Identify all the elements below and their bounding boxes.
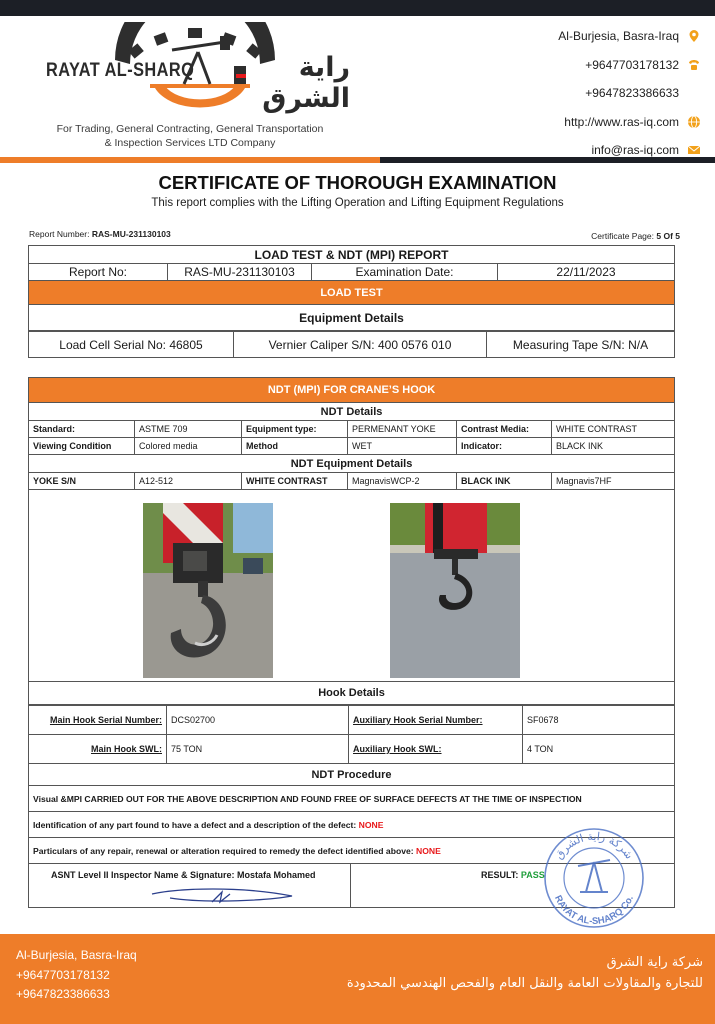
divider-dark: [380, 157, 715, 163]
company-stamp: [542, 826, 646, 930]
ndt-table: [28, 377, 675, 705]
equipment-type-label: Equipment type:: [242, 421, 348, 438]
procedure-line-2-label: Identification of any part found to have a defect and a description of the defect:: [33, 819, 357, 830]
viewing-condition-value: Colored media: [135, 438, 242, 455]
aux-hook-swl-value: 4 TON: [523, 735, 675, 764]
equipment-type-value: PERMENANT YOKE: [348, 421, 457, 438]
ndt-procedure-title: NDT Procedure: [29, 764, 675, 786]
company-name-ar: راية الشرق: [262, 52, 350, 114]
white-contrast-label: WHITE CONTRAST: [242, 473, 348, 490]
contact-phone-2-text[interactable]: +9647823386633: [585, 86, 679, 101]
footer-arabic-company: [347, 952, 703, 994]
tagline-line-1: For Trading, General Contracting, General Transportation: [56, 123, 324, 135]
footer-phone-1[interactable]: +9647703178132: [16, 967, 110, 982]
main-hook-photo: [143, 503, 273, 678]
auxiliary-hook-photo: [390, 503, 520, 678]
contact-phone-2[interactable]: [461, 79, 701, 108]
indicator-value: BLACK INK: [552, 438, 675, 455]
vernier-caliper-serial: Vernier Caliper S/N: 400 0576 010: [234, 332, 487, 358]
globe-icon: [687, 115, 701, 129]
exam-date-value: 22/11/2023: [498, 264, 675, 281]
report-number-value: RAS-MU-231130103: [91, 229, 171, 239]
procedure-line-3-label: Particulars of any repair, renewal or alteration required to remedy the defect identified above:: [33, 845, 414, 856]
main-hook-serial-label: Main Hook Serial Number:: [29, 706, 167, 735]
report-no-value: RAS-MU-231130103: [168, 264, 312, 281]
inspector-signature-cell: ASNT Level II Inspector Name & Signature: Mostafa Mohamed: [29, 864, 351, 908]
main-hook-swl-label: Main Hook SWL:: [29, 735, 167, 764]
measuring-tape-serial: Measuring Tape S/N: N/A: [487, 332, 675, 358]
aux-hook-swl-label: Auxiliary Hook SWL:: [349, 735, 523, 764]
hook-details-title: Hook Details: [29, 682, 675, 705]
contact-website-text[interactable]: http://www.ras-iq.com: [564, 114, 679, 129]
company-name-en: RAYAT AL-SHARQ: [46, 60, 195, 81]
aux-hook-serial-value: SF0678: [523, 706, 675, 735]
hook-photos-cell: [29, 490, 675, 682]
viewing-condition-label: Viewing Condition: [29, 438, 135, 455]
method-value: WET: [348, 438, 457, 455]
contact-email-text[interactable]: info@ras-iq.com: [591, 143, 679, 158]
defect-value: NONE: [358, 819, 384, 830]
footer-arabic-line-2: للتجارة والمقاولات العامة والنقل العام والفحص الهندسي المحدودة: [346, 976, 703, 991]
contact-address-text: Al-Burjesia, Basra-Iraq: [558, 29, 679, 44]
top-bar: [0, 0, 715, 16]
hook-details-table: [28, 705, 675, 764]
tagline-line-2: & Inspection Services LTD Company: [104, 137, 276, 149]
ndt-equipment-details-title: NDT Equipment Details: [29, 455, 675, 473]
report-number: [29, 229, 171, 239]
phone-icon: [687, 58, 701, 72]
main-hook-serial-value: DCS02700: [167, 706, 349, 735]
equipment-details-title: Equipment Details: [29, 305, 675, 331]
method-label: Method: [242, 438, 348, 455]
result-label: RESULT:: [481, 870, 519, 880]
contact-block: [461, 22, 701, 165]
footer-arabic-line-1: شركة راية الشرق: [606, 955, 703, 970]
repair-value: NONE: [416, 845, 441, 856]
certificate-title: CERTIFICATE OF THOROUGH EXAMINATION: [158, 172, 557, 193]
contact-phone-1-text[interactable]: +9647703178132: [585, 57, 679, 72]
company-logo: [40, 22, 350, 152]
header-divider: [0, 157, 715, 163]
yoke-sn-value: A12-512: [135, 473, 242, 490]
report-no-label: Report No:: [29, 264, 168, 281]
indicator-label: Indicator:: [457, 438, 552, 455]
standard-label: Standard:: [29, 421, 135, 438]
footer-contact: [16, 946, 137, 1005]
report-number-label: Report Number:: [29, 229, 90, 239]
main-hook-swl-value: 75 TON: [167, 735, 349, 764]
divider-orange: [0, 157, 380, 163]
white-contrast-value: MagnavisWCP-2: [348, 473, 457, 490]
ndt-details-title: NDT Details: [29, 403, 675, 421]
contact-phone-1[interactable]: [461, 51, 701, 80]
black-ink-label: BLACK INK: [457, 473, 552, 490]
contrast-media-value: WHITE CONTRAST: [552, 421, 675, 438]
aux-hook-serial-label: Auxiliary Hook Serial Number:: [349, 706, 523, 735]
ndt-section-header: NDT (MPI) FOR CRANE’S HOOK: [29, 378, 675, 403]
certificate-page-value: 5 Of 5: [656, 231, 680, 241]
yoke-sn-label: YOKE S/N: [29, 473, 135, 490]
result-value: PASS: [520, 870, 545, 880]
footer-phone-2[interactable]: +9647823386633: [16, 987, 110, 1001]
load-test-table: [28, 245, 675, 331]
phone-icon: [687, 86, 701, 100]
equipment-serials-table: [28, 331, 675, 358]
company-tagline: [40, 122, 340, 150]
standard-value: ASTME 709: [135, 421, 242, 438]
location-pin-icon: [687, 29, 701, 43]
load-test-report-title: LOAD TEST & NDT (MPI) REPORT: [29, 246, 675, 264]
inspector-signature: [150, 880, 300, 908]
footer-address: Al-Burjesia, Basra-Iraq: [16, 948, 137, 962]
envelope-icon: [687, 143, 701, 157]
certificate-page: [591, 231, 680, 241]
footer: [0, 934, 715, 1024]
certificate-subtitle: This report complies with the Lifting Operation and Lifting Equipment Regulations: [151, 197, 564, 209]
contact-website[interactable]: [461, 108, 701, 137]
black-ink-value: Magnavis7HF: [552, 473, 675, 490]
load-test-section-header: LOAD TEST: [29, 281, 675, 305]
procedure-line-1: Visual &MPI CARRIED OUT FOR THE ABOVE DESCRIPTION AND FOUND FREE OF SURFACE DEFECTS AT THE TIME OF INSPECTION: [29, 786, 675, 812]
contact-address: [461, 22, 701, 51]
stamp-text-english: RAYAT AL-SHARQ Co.: [551, 893, 636, 928]
load-cell-serial: Load Cell Serial No: 46805: [29, 332, 234, 358]
certificate-page-label: Certificate Page:: [591, 231, 654, 241]
contrast-media-label: Contrast Media:: [457, 421, 552, 438]
exam-date-label: Examination Date:: [312, 264, 498, 281]
stamp-text-arabic: شركة راية الشرق: [552, 829, 636, 862]
